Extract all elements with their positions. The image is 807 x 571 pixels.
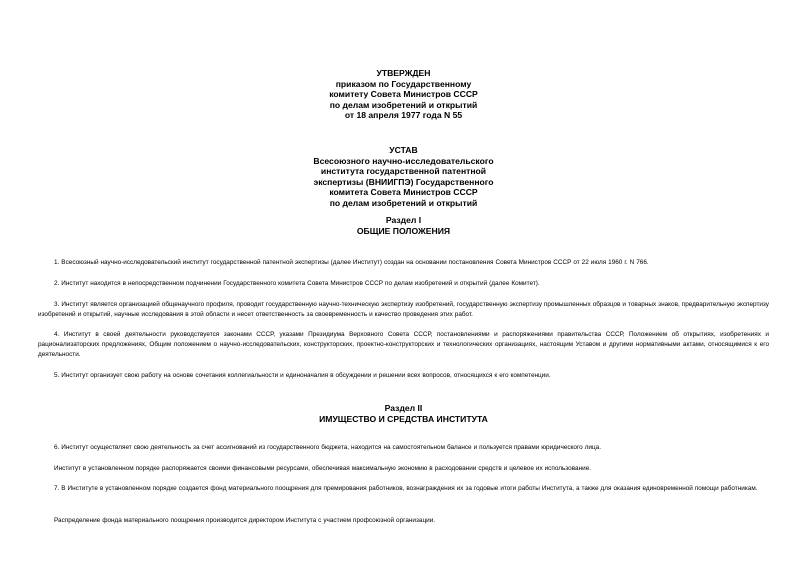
charter-title-line: комитета Совета Министров СССР (329, 187, 478, 198)
section-title: ОБЩИЕ ПОЛОЖЕНИЯ (356, 225, 451, 236)
section-number: Раздел I (385, 215, 422, 225)
section-1-paragraph-5: 5. Институт организует свою работу на основе сочетания коллегиальности и единоначалия в обсуждении и решении всех вопросов, относящихся к его компетенции. (54, 372, 551, 379)
charter-title-line: УСТАВ (389, 145, 418, 155)
charter-title-line: Всесоюзного научно-исследовательского (313, 155, 494, 166)
section-2-paragraph-1: 6. Институт осуществляет свою деятельность за счет ассигнований из государственного бюджета, находится на самостоятельном балансе и пользуется правами юридического лица. (54, 444, 601, 451)
section-number: Раздел II (384, 403, 423, 413)
approval-line: от 18 апреля 1977 года N 55 (344, 110, 463, 121)
charter-title-line: экспертизы (ВНИИГПЭ) Государственного (313, 176, 494, 187)
section-2-paragraph-3: 7. В Институте в установленном порядке создается фонд материального поощрения для премирования работников, вознаграждения их за годовые итоги работы Института, а также для оказания единовременной помощи работникам. (54, 485, 758, 492)
approval-line: по делам изобретений и открытий (329, 99, 478, 110)
section-1-paragraph-4: 4. Институт в своей деятельности руководствуется законами СССР, указами Президиума Верховного Совета СССР, постановлениями и распоряжениями правительства СССР, Положением об открытиях, изобретениях и рационализаторских предложениях, Общим положением о научно-исследовательских, конструкторских, проектно-конструкторских и технологических организациях, настоящим Уставом и другими нормативными актами, относящимися к его деятельности. (38, 331, 769, 358)
approval-line: комитету Совета Министров СССР (329, 89, 478, 100)
approval-line: приказом по Государственному (335, 78, 472, 89)
charter-title-line: института государственной патентной (320, 166, 487, 177)
charter-title-block (0, 145, 807, 209)
charter-title-line: по делам изобретений и открытий (329, 197, 478, 208)
section-title: ИМУЩЕСТВО И СРЕДСТВА ИНСТИТУТА (319, 413, 488, 424)
approval-line: УТВЕРЖДЕН (376, 68, 431, 78)
section-2-paragraph-2: Институт в установленном порядке распоряжается своими финансовыми ресурсами, обеспечивая максимальную экономию в расходовании средств и целевое их использование. (54, 465, 592, 472)
section-2-heading (0, 403, 807, 424)
approval-block (0, 68, 807, 121)
section-1-paragraph-3: 3. Институт является организацией общенаучного профиля, проводит государственную научно-техническую экспертизу изобретений, государственную экспертизу промышленных образцов и товарных знаков, предварительную экспертизу изобретений и открытий, научные исследования в этой области и несет ответственность за своевременность и качество проведения этих работ. (38, 301, 769, 318)
section-1-heading (0, 215, 807, 236)
section-1-paragraph-1: 1. Всесоюзный научно-исследовательский институт государственной патентной экспертизы (далее Институт) создан на основании постановления Совета Министров СССР от 22 июля 1960 г. N 766. (54, 259, 649, 266)
section-2-paragraph-4: Распределение фонда материального поощрения производится директором Института с участием профсоюзной организации. (54, 517, 436, 524)
section-1-paragraph-2: 2. Институт находится в непосредственном подчинении Государственного комитета Совета Министров СССР по делам изобретений и открытий (далее Комитет). (54, 280, 540, 287)
